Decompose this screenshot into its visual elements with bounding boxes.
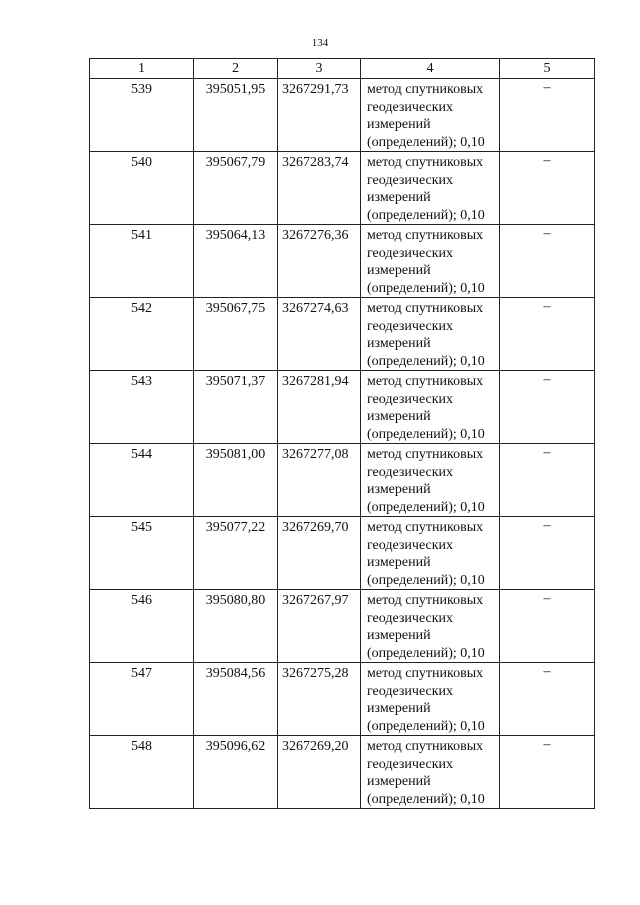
- table-body: [90, 79, 595, 809]
- coord-y: 3267269,20: [278, 736, 361, 809]
- method-description: метод спутниковых геодезических измерений (определений); 0,10: [361, 298, 500, 371]
- coord-y: 3267281,94: [278, 371, 361, 444]
- table-row: [90, 298, 595, 371]
- method-description: метод спутниковых геодезических измерений (определений); 0,10: [361, 663, 500, 736]
- header-row: [90, 59, 595, 79]
- header-col-4: 4: [361, 59, 500, 79]
- note-dash: –: [500, 225, 595, 298]
- note-dash: –: [500, 371, 595, 444]
- table-row: [90, 517, 595, 590]
- method-description: метод спутниковых геодезических измерений (определений); 0,10: [361, 371, 500, 444]
- coord-x: 395067,75: [194, 298, 278, 371]
- table-header: [90, 59, 595, 79]
- method-description: метод спутниковых геодезических измерений (определений); 0,10: [361, 79, 500, 152]
- note-dash: –: [500, 517, 595, 590]
- coord-y: 3267276,36: [278, 225, 361, 298]
- coord-x: 395071,37: [194, 371, 278, 444]
- table-row: [90, 444, 595, 517]
- note-dash: –: [500, 152, 595, 225]
- table-row: [90, 736, 595, 809]
- header-col-3: 3: [278, 59, 361, 79]
- note-dash: –: [500, 79, 595, 152]
- note-dash: –: [500, 298, 595, 371]
- coordinates-table: [89, 58, 595, 809]
- point-id: 540: [90, 152, 194, 225]
- coord-x: 395096,62: [194, 736, 278, 809]
- method-description: метод спутниковых геодезических измерений (определений); 0,10: [361, 225, 500, 298]
- coord-x: 395051,95: [194, 79, 278, 152]
- coord-x: 395067,79: [194, 152, 278, 225]
- header-col-1: 1: [90, 59, 194, 79]
- header-col-2: 2: [194, 59, 278, 79]
- header-col-5: 5: [500, 59, 595, 79]
- note-dash: –: [500, 663, 595, 736]
- point-id: 548: [90, 736, 194, 809]
- coord-y: 3267277,08: [278, 444, 361, 517]
- coord-x: 395084,56: [194, 663, 278, 736]
- note-dash: –: [500, 444, 595, 517]
- note-dash: –: [500, 590, 595, 663]
- coord-y: 3267267,97: [278, 590, 361, 663]
- point-id: 541: [90, 225, 194, 298]
- point-id: 543: [90, 371, 194, 444]
- method-description: метод спутниковых геодезических измерений (определений); 0,10: [361, 152, 500, 225]
- method-description: метод спутниковых геодезических измерений (определений); 0,10: [361, 517, 500, 590]
- method-description: метод спутниковых геодезических измерений (определений); 0,10: [361, 736, 500, 809]
- point-id: 545: [90, 517, 194, 590]
- table-row: [90, 663, 595, 736]
- page-number: 134: [311, 37, 329, 49]
- coord-y: 3267274,63: [278, 298, 361, 371]
- coord-x: 395077,22: [194, 517, 278, 590]
- coord-x: 395081,00: [194, 444, 278, 517]
- point-id: 539: [90, 79, 194, 152]
- table-row: [90, 371, 595, 444]
- point-id: 546: [90, 590, 194, 663]
- method-description: метод спутниковых геодезических измерений (определений); 0,10: [361, 590, 500, 663]
- point-id: 544: [90, 444, 194, 517]
- point-id: 547: [90, 663, 194, 736]
- coord-x: 395064,13: [194, 225, 278, 298]
- table-row: [90, 590, 595, 663]
- coord-y: 3267291,73: [278, 79, 361, 152]
- table-row: [90, 79, 595, 152]
- point-id: 542: [90, 298, 194, 371]
- note-dash: –: [500, 736, 595, 809]
- table-row: [90, 152, 595, 225]
- coord-y: 3267269,70: [278, 517, 361, 590]
- coord-x: 395080,80: [194, 590, 278, 663]
- method-description: метод спутниковых геодезических измерений (определений); 0,10: [361, 444, 500, 517]
- coord-y: 3267283,74: [278, 152, 361, 225]
- table-row: [90, 225, 595, 298]
- coord-y: 3267275,28: [278, 663, 361, 736]
